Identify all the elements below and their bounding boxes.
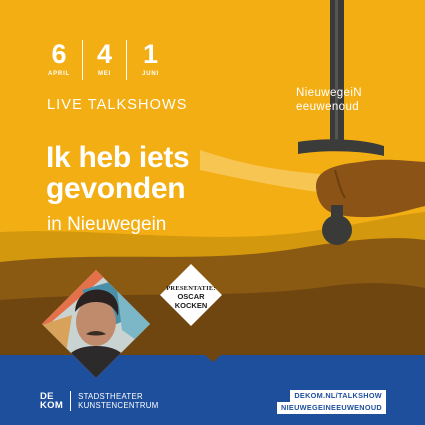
date-juni (135, 40, 166, 77)
presenter-name-line: KOCKEN (174, 300, 208, 310)
date-divider (82, 40, 83, 80)
date-day: 4 (96, 39, 113, 69)
theater-line: KUNSTENCENTRUM (78, 401, 159, 410)
event-dates (44, 40, 166, 80)
brand-logo (296, 86, 362, 114)
date-month: JUNI (142, 71, 159, 77)
hashtag-link[interactable]: NIEUWEGEINEEUWENOUD (277, 402, 386, 414)
page-title (46, 142, 189, 204)
sword-pommel (322, 215, 352, 245)
dekom-line: KOM (40, 400, 64, 411)
website-link[interactable]: DEKOM.NL/TALKSHOW (290, 390, 386, 402)
subtitle: in Nieuwegein (47, 214, 167, 235)
title-line: gevonden (46, 172, 186, 205)
presenter-photo (42, 270, 150, 378)
date-day: 6 (51, 39, 67, 69)
dekom-line: DE (40, 390, 54, 402)
theater-line: STADSTHEATER (78, 392, 143, 401)
presenter-name-line: OSCAR (177, 292, 205, 301)
brand-line: NieuwegeiN (296, 87, 363, 99)
presenter-label: PRESENTATIE: (166, 285, 216, 292)
date-month: APRIL (48, 71, 70, 77)
dekom-logo (40, 391, 159, 411)
brand-line: eeuwenoud (296, 101, 360, 113)
logo-divider (70, 391, 71, 411)
theater-name (78, 392, 158, 410)
presenter-name (150, 293, 232, 310)
presenter-info (150, 285, 232, 310)
date-month: MEI (97, 71, 112, 77)
title-line: Ik heb iets (46, 141, 190, 174)
sword-crossguard (298, 139, 384, 156)
dekom-wordmark (40, 392, 63, 411)
date-mei (91, 40, 118, 77)
date-april (44, 40, 74, 77)
event-type: LIVE TALKSHOWS (47, 97, 188, 113)
date-divider (126, 40, 127, 80)
date-day: 1 (142, 39, 159, 69)
